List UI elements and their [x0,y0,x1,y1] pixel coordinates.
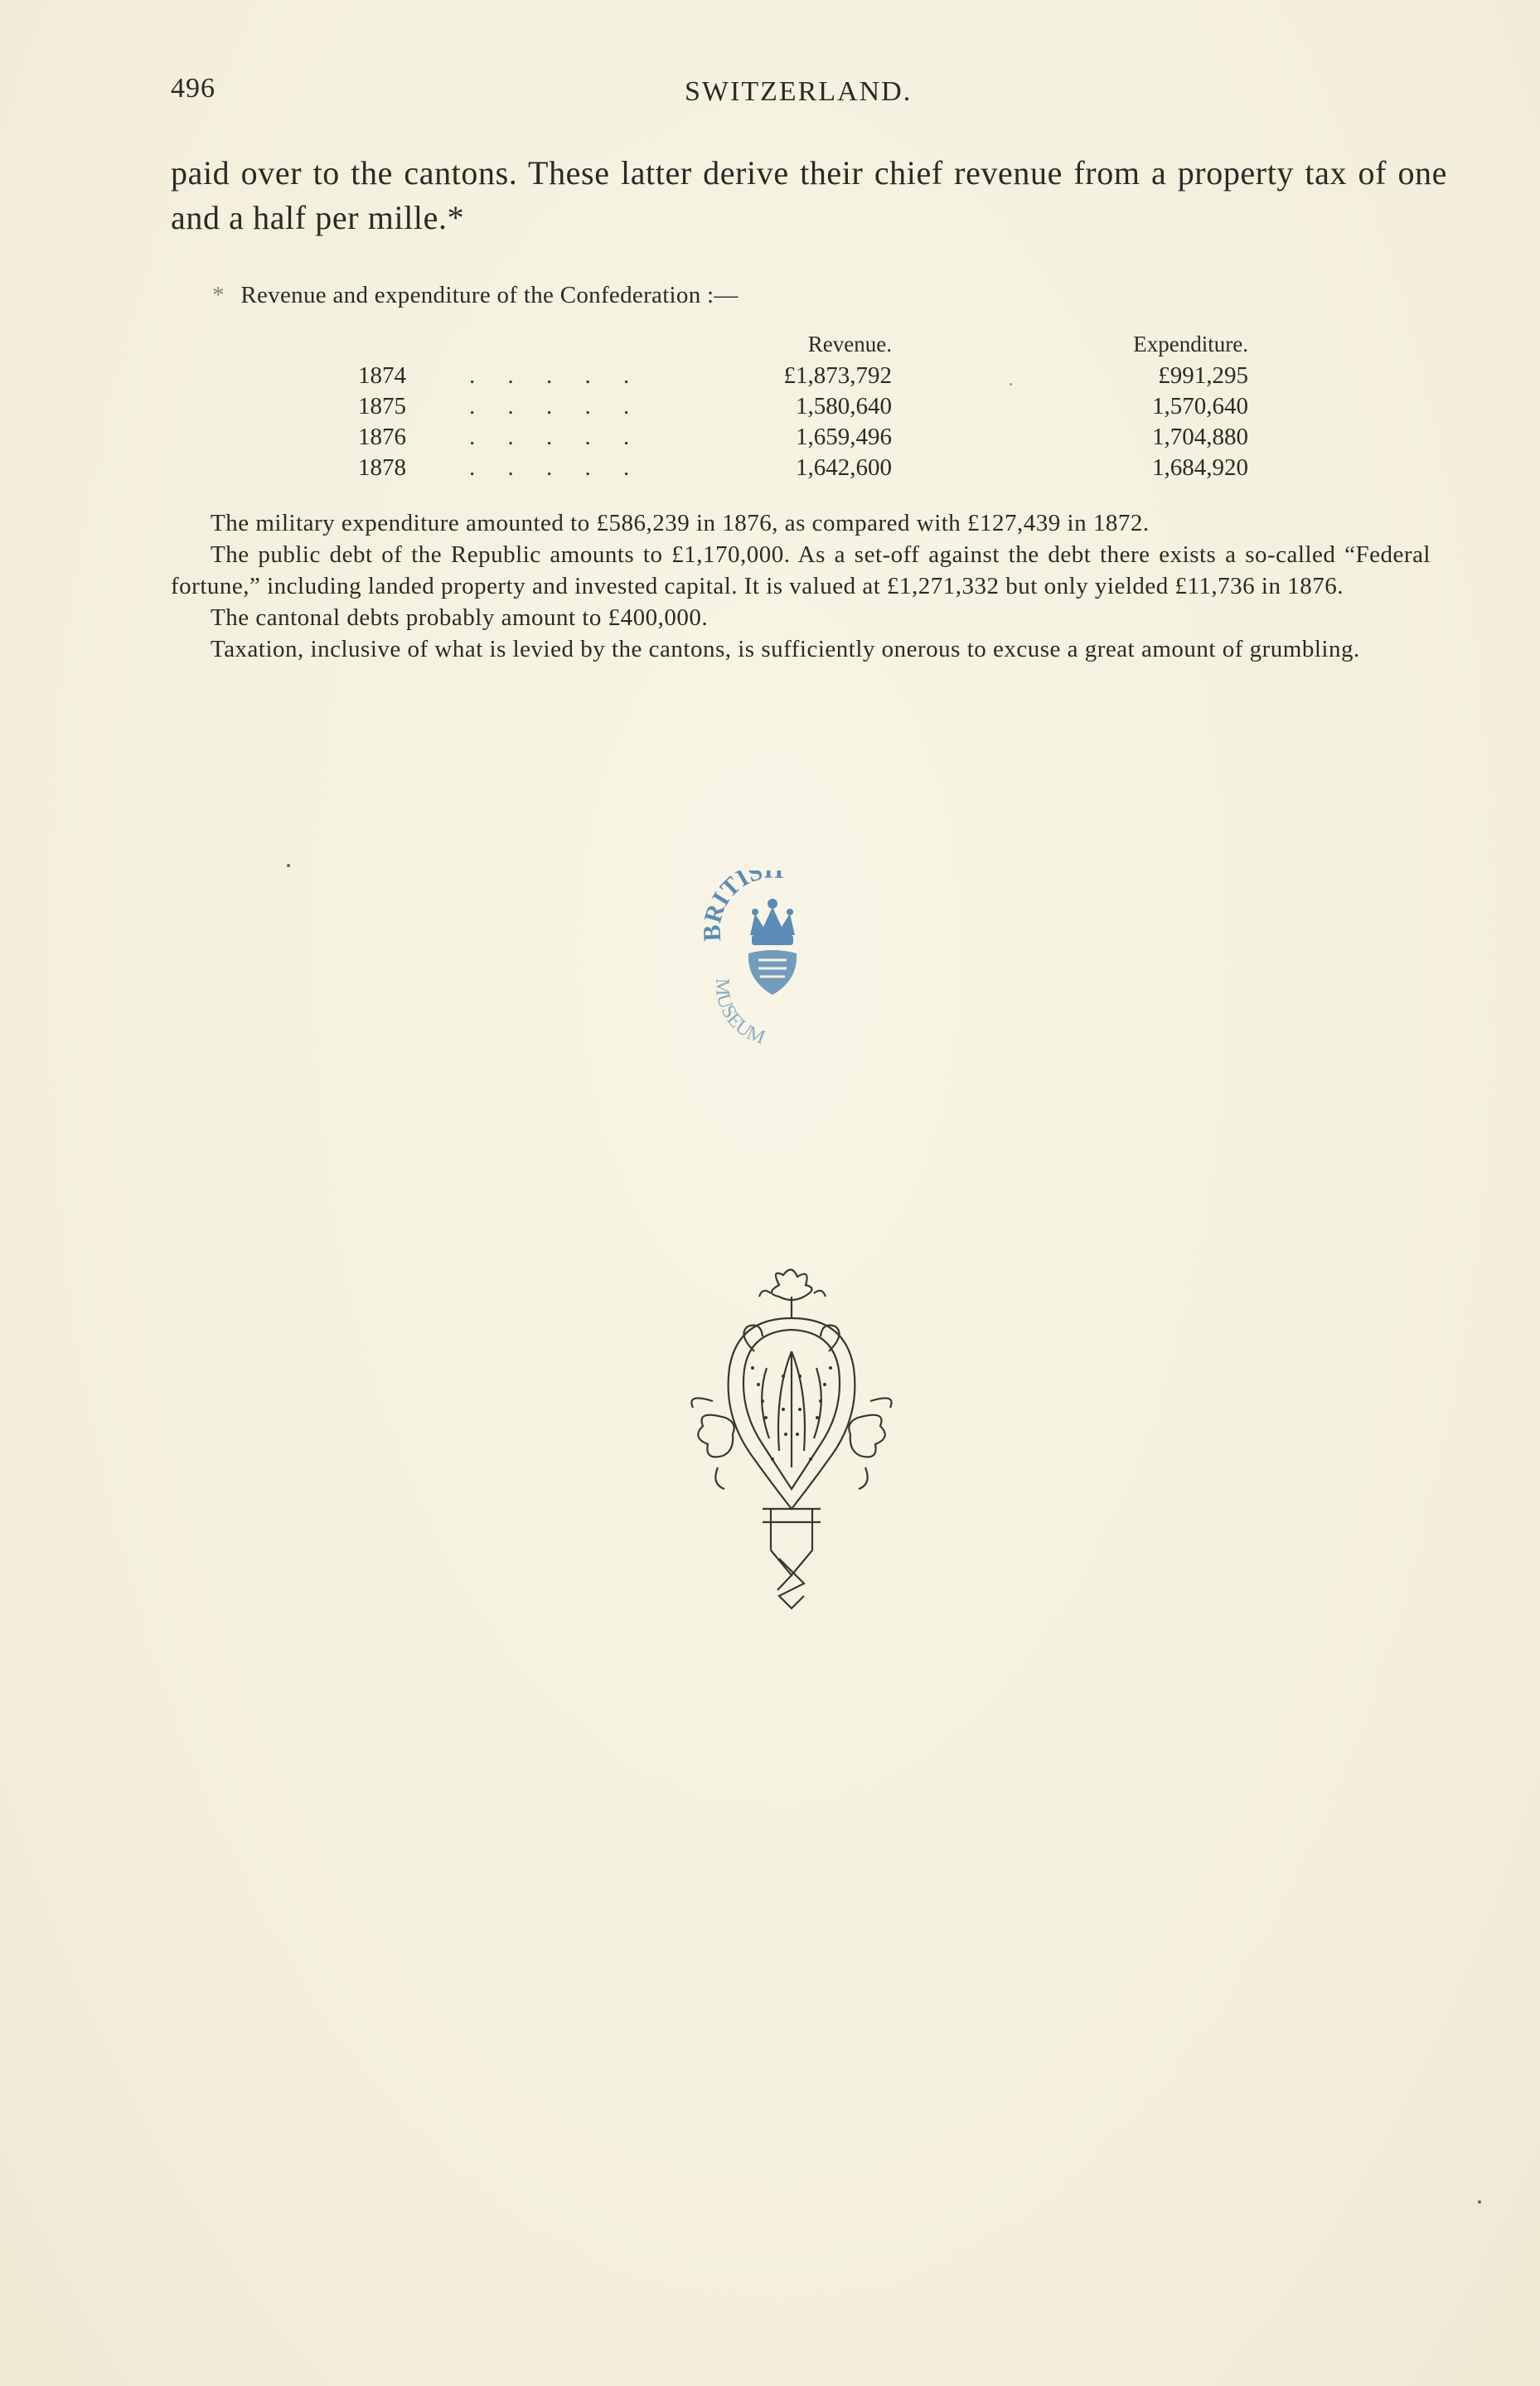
stamp-text-bottom: MUSEUM [711,977,768,1050]
note-military-expenditure: The military expenditure amounted to £586,239 in 1876, as compared with £127,439 in 1872. [211,510,1150,536]
column-header-expenditure: Expenditure. [1133,332,1248,356]
body-paragraph-block [171,151,1447,240]
year-cell: 1876 [358,424,406,450]
expenditure-cell: 1,704,880 [1152,424,1248,450]
leader-dots: . . . . . [469,424,643,450]
floral-tailpiece-icon [680,1260,903,1625]
paper-speck [1478,2200,1481,2204]
revenue-cell: 1,659,496 [796,424,892,450]
expenditure-cell: 1,570,640 [1152,393,1248,419]
leader-dots: . . . . . [469,362,643,389]
leader-dots: . . . . . [469,454,643,481]
footnote-mark: * [212,282,225,308]
table-row [171,362,1331,393]
table-row [171,424,1331,454]
table-row [171,454,1331,485]
revenue-expenditure-table [171,332,1331,485]
note-cantonal-debts: The cantonal debts probably amount to £400,000. [211,604,709,631]
body-paragraph: paid over to the cantons. These latter derive their chief revenue from a property tax of one and a half per mille.* [171,154,1447,236]
revenue-cell: £1,873,792 [783,362,892,389]
paper-speck [287,864,290,867]
expenditure-cell: £991,295 [1158,362,1248,389]
note-taxation: Taxation, inclusive of what is levied by the cantons, is sufficiently onerous to excuse a great amount of grumbling. [211,636,1360,662]
running-title: SWITZERLAND. [685,76,913,107]
footnote-intro [212,282,739,309]
page-header [171,73,1431,114]
paper-speck [1010,383,1012,386]
expenditure-cell: 1,684,920 [1152,454,1248,481]
page-number: 496 [171,73,216,104]
year-cell: 1874 [358,362,406,389]
stamp-text-top: BRITIS [700,871,766,943]
svg-text:MUSEUM [711,978,768,1049]
table-header [171,332,1331,362]
footnote-notes [171,507,1431,665]
leader-dots: . . . . . [469,393,643,419]
note-public-debt: The public debt of the Republic amounts to £1,170,000. As a set-off against the debt there exists a so-called “Federal fortune,” including landed property and invested capital. It is valued at £1,271,332 but only yielded £11,736 in 1876. [171,541,1431,599]
year-cell: 1878 [358,454,406,481]
revenue-cell: 1,642,600 [796,454,892,481]
year-cell: 1875 [358,393,406,419]
footnote-intro-text: Revenue and expenditure of the Confederation :— [240,282,739,308]
column-header-revenue: Revenue. [807,332,892,356]
crown-stamp-icon [700,871,845,1057]
revenue-cell: 1,580,640 [796,393,892,419]
table-row [171,393,1331,424]
